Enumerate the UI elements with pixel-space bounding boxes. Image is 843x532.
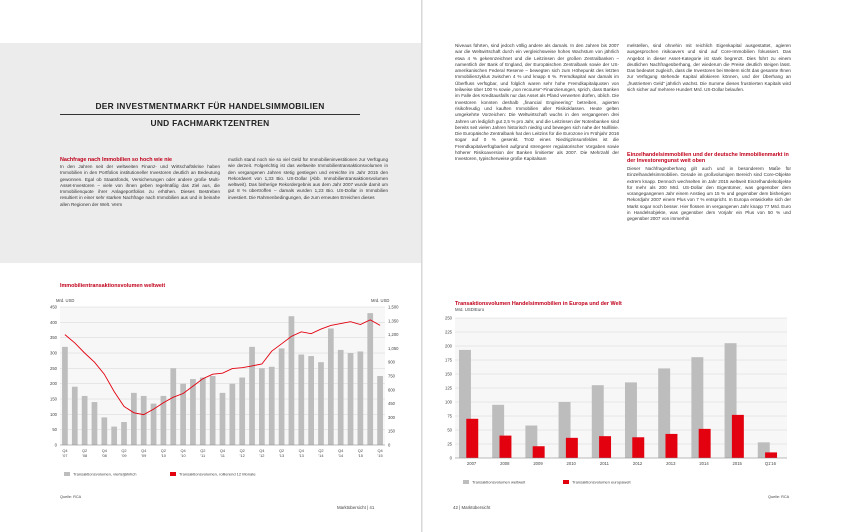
chart1-ytick-right: 1,200 [388,332,399,338]
chart2-xtick: 2008 [500,461,510,466]
chart1-xtick-quarter: Q2 [357,448,363,453]
chart2-ytick: 225 [445,329,452,335]
chart1-ytick-right: 900 [388,359,395,365]
right-column-2a [627,43,791,149]
chart2-xtick: 2009 [533,461,543,466]
chart1-xtick-year: '11 [220,453,225,458]
chart1-bar [210,376,216,445]
chart1-ytick-right: 1,350 [388,318,399,324]
chart1-bar [200,378,206,445]
article-heading [60,100,360,129]
chart2-xtick: 2011 [599,461,609,466]
chart2-ylabel: Mrd. USD/Euro [455,308,485,313]
chart1-bar [62,347,68,445]
chart1-legend-label-bars: Transaktionsvolumen, vierteljährlich [73,471,137,477]
chart1-bar [249,347,255,445]
chart-transaction-volume-global [0,292,421,502]
chart2-ytick: 150 [445,371,452,377]
chart1-ytick-right: 750 [388,373,395,379]
chart1-xtick-year: '10 [180,453,186,458]
chart2-bar-europe [699,429,711,458]
chart2-bar-europe [499,436,511,458]
chart1-xtick-quarter: Q2 [278,448,285,453]
chart-retail-volume-europe-world [423,308,843,498]
chart1-ytick-right: 450 [388,401,395,407]
chart1-ytick-right: 600 [388,387,395,393]
folio-number: 41 [369,505,375,510]
chart1-ytick-left: 150 [50,396,57,402]
chart1-xtick-quarter: Q2 [121,448,127,453]
chart1-bar [220,393,226,445]
chart2-title: Transaktionsvolumen Handelsimmobilien in Europa und der Welt [455,301,622,307]
chart2-xtick: Q1'16 [764,461,776,466]
chart1-xtick-quarter: Q4 [141,448,147,453]
chart1-xtick-year: '12 [239,453,245,458]
chart1-xtick-year: '13 [279,453,285,458]
chart1-xtick-quarter: Q2 [200,448,206,453]
chart2-xtick: 2015 [732,461,742,466]
chart2-ytick: 75 [447,413,452,419]
chart2-bar-europe [599,436,611,458]
chart2-bar-europe [533,446,545,458]
chart2-bar-europe [632,437,644,458]
chart1-xtick-quarter: Q2 [318,448,324,453]
chart2-xtick: 2010 [566,461,576,466]
chart1-ytick-left: 0 [54,442,57,448]
chart1-ytick-left: 250 [50,365,57,371]
chart1-legend-swatch-line [170,472,176,476]
heading-line-1: DER INVESTMENTMARKT FÜR HANDELSIMMOBILIEN [95,101,325,111]
chart2-bar-europe [732,415,744,458]
chart1-xtick-quarter: Q4 [377,448,383,453]
chart1-bar [190,379,196,445]
left-column-2 [228,157,388,258]
chart1-xtick-quarter: Q4 [62,448,68,453]
folio-separator: | [367,505,369,510]
chart1-ytick-left: 50 [52,427,57,433]
chart2-ytick: 50 [447,427,452,433]
chart2-legend-label-world: Transaktionsvolumen weltweit [472,479,526,485]
right-column-2a-text: melstellen, sind ohnehin mit reichlich Eigenkapital ausgestattet, agieren ausgesprochen risikoavers und sind auf Core-Immobilien fokussiert. Das Angebot in dieser Asset-Kategorie ist stark begrenzt. Dies führt zu einem deutlichen Nachfrageüberhang, der wiederum die Preise deutlich steigen lässt. Das bedeutet zugleich, dass die Investoren bei Weitem nicht das gesamte Ihnen zur Verfügung stehende Kapital allokieren können, und der Überhang an „frustriertem Geld" jährlich wächst. Die Summe dieses frustrierten Kapitals wird sich sicher auf mehrere Hundert Mrd. US-Dollar belaufen. [627,43,791,93]
chart1-ytick-right: 150 [388,428,395,434]
chart2-xtick: 2012 [632,461,643,466]
chart1-xtick-year: '12 [259,453,265,458]
chart1-bar [239,378,245,445]
chart1-legend-label-line: Transaktionsvolumen, rollierend 12 Monate [179,471,256,477]
left-source: Quelle: RCA [60,495,82,499]
chart1-xtick-year: '10 [160,453,166,458]
chart2-xtick: 2007 [466,461,477,466]
chart2-xtick: 2014 [699,461,709,466]
chart1-bar [318,362,324,445]
chart1-bar [279,348,285,445]
left-column-1 [60,164,220,258]
chart1-xtick-year: '11 [200,453,206,458]
folio-number: 42 [453,505,458,510]
chart1-bar [259,368,265,445]
left-column-1-text: In den Jahren seit der weltweiten Finanz- und Wirtschaftskrise haben Immobilien in den Portfolios institutioneller Investoren deutlich an Bedeutung gewonnen. Egal ob Staatsfonds, Versicherungen oder andere große Multi-Asset-Investoren – viele von ihnen geben regelmäßig das Ziel aus, die Immobilienquote ihrer Anlageportfolios zu erhöhen. Dieses Bestreben resultiert in einer sehr starken Nachfrage nach Immobilien aus und in beinahe allen Regionen der Welt. Verm [60,164,220,207]
chart1-xtick-year: '08 [82,453,88,458]
chart1-bar [111,427,117,445]
chart1-legend-swatch-bars [64,472,70,476]
right-column-2b-text: Dieser Nachfrageüberhang gilt auch und in besonderem Maße für Einzelhandelsimmobilien. Gerade im großvolumigen Bereich sind Core-Objekte extrem knapp. Dennoch wechselten im Jahr 2015 weltweit Einzelhandelsobjekte für mehr als 200 Mrd. US-Dollar den Eigentümer, was gegenüber dem vorangegangenen Jahr einem Anstieg um 15 % und gegenüber dem bisherigen Rekordjahr 2007 einem Plus von 7 % entspricht. In Europa entwickelte sich der Markt sogar noch besser. Hier flossen im vergangenen Jahr knapp 77 Mrd. Euro in Handelsobjekte, was gegenüber dem Vorjahr ein Plus von 50 % und gegenüber 2007 von immerhin [627,166,791,222]
chart1-ylabel-left: Mrd. USD [56,298,75,303]
chart1-ytick-left: 450 [50,304,57,310]
chart2-ytick: 250 [445,315,452,321]
chart2-bar-europe [765,452,777,458]
chart1-bar [338,350,344,445]
chart1-bar [131,393,137,445]
right-folio [453,505,490,510]
chart1-bar [298,355,304,445]
chart1-ytick-right: 0 [388,442,391,448]
right-column-2b [627,166,791,296]
heading-line-2: UND FACHMARKTZENTREN [150,118,270,128]
chart1-ylabel-right: Mrd. USD [371,298,390,303]
chart2-legend-swatch-europe [563,480,569,484]
chart1-ytick-left: 350 [50,335,57,341]
folio-name: Marktübersicht [337,505,366,510]
chart2-xtick: 2013 [666,461,676,466]
heading-rule [60,114,360,115]
chart1-ytick-left: 400 [50,319,57,325]
chart1-xtick-year: '09 [141,453,147,458]
right-column-1-text: Niveaus führten, sind jedoch völlig andere als damals. In den Jahren bis 2007 war die Weltwirtschaft durch ein vergleichsweise hohes Wachstum von jährlich etwa 4 % gekennzeichnet und die Leitzinsen der großen Zentralbanken – namentlich der Bank of England, der Europäischen Zentralbank sowie der US-amerikanischen Federal Reserve – bewegten sich zum Höhepunkt des letzten Immobilienzyklus zwischen 4 % und knapp 6 %. Fremdkapital war damals im Überfluss verfügbar, und folglich waren sehr hohe Fremdkapitalquoten von teilweise über 100 % sowie „non recourse"-Finanzierungen, sprich, dass Banken im Falle des Kreditausfalls nur das Asset als Pfand verwerten dürfen, üblich. Die Investoren konnten deshalb „financial Engineering" betreiben, agierten risikofreudig und kauften Immobilien aller Risikoklassen. Heute gelten umgekehrte Vorzeichen: Die Weltwirtschaft wuchs in den vergangenen drei Jahren um lediglich gut 2,5 % pro Jahr, und die Leitzinsen der Notenbanken sind bereits seit vielen Jahren historisch niedrig und bewegen sich nahe der Nulllinie. Die Europäische Zentralbank hat den Leitzins für die Eurozone im Frühjahr 2016 sogar auf 0 % gesenkt. Trotz eines Niedrigzinsumfeldes ist die Fremdkapitalverfügbarkeit aufgrund strengerer regulatorischer Vorgaben sowie höherer Risikoaversion der Banken limitierter als 2007. Die Mehrzahl der Investoren, typischerweise große Kapitalsam [455,43,619,162]
chart1-xtick-quarter: Q4 [219,448,226,453]
chart1-bar [180,384,186,445]
chart1-ytick-right: 1,500 [388,304,399,310]
chart1-xtick-quarter: Q4 [338,448,344,453]
left-page [0,0,421,532]
chart1-bar [72,387,78,445]
chart1-ytick-left: 200 [50,381,57,387]
chart1-xtick-year: '15 [377,453,383,458]
chart1-xtick-quarter: Q2 [160,448,167,453]
chart1-bar [101,417,107,445]
chart1-bar [141,396,147,445]
chart1-bar [269,367,275,445]
chart1-ytick-right: 300 [388,414,395,420]
chart2-ytick: 25 [447,441,452,447]
chart1-xtick-year: '07 [62,453,68,458]
chart1-bar [82,396,88,445]
folio-separator: | [459,505,461,510]
left-folio [337,505,374,510]
chart1-bar [229,384,235,445]
chart1-bar [367,313,373,445]
chart1-bar [358,351,364,445]
chart1-bar [92,402,98,445]
chart1-xtick-quarter: Q4 [101,448,107,453]
chart1-xtick-year: '14 [338,453,344,458]
chart1-xtick-quarter: Q4 [180,448,186,453]
chart1-xtick-quarter: Q2 [82,448,88,453]
right-source: Quelle: RCA [768,495,790,499]
chart1-ytick-left: 100 [50,411,57,417]
right-subheading: Einzelhandelsimmobilien und der deutsche Immobilienmarkt in der Investorengunst weit oben [627,152,789,165]
chart1-xtick-quarter: Q4 [259,448,265,453]
chart2-ytick: 175 [445,357,452,363]
right-page [423,0,843,532]
chart2-bar-europe [665,434,677,458]
chart1-xtick-year: '14 [318,453,324,458]
chart2-ytick: 125 [445,385,452,391]
chart1-xtick-year: '09 [121,453,127,458]
chart1-bar [170,368,176,445]
left-column-2-text: mutlich stand noch nie so viel Geld für Immobilieninvestitionen zur Verfügung wie derzeit. Folgerichtig ist das weltweite Immobilientransaktionsvolumen in den vergangenen Jahren stetig gestiegen und erreichte im Jahr 2015 den Rekordwert von 1,33 Bio. US-Dollar (Abb. Immobilientransaktionsvolumen weltweit). Das bisherige Rekordergebnis aus dem Jahr 2007 wurde damit um gut 8 % übertroffen – damals wurden 1,23 Bio. US-Dollar in Immobilien investiert. Die Rahmenbedingungen, die zum erneuten Erreichen dieses [228,157,388,200]
left-subheading: Nachfrage nach Immobilien so hoch wie nie [60,157,173,163]
folio-name: Marktübersicht [461,505,491,510]
chart2-legend-swatch-world [463,480,469,484]
chart2-ytick: 200 [445,343,452,349]
chart1-xtick-year: '08 [101,453,107,458]
chart1-ytick-left: 300 [50,350,57,356]
chart1-bar [161,396,167,445]
chart2-legend-label-europe: Transaktionsvolumen europaweit [572,479,631,485]
chart1-bar [348,353,354,445]
chart1-bar [121,422,127,445]
chart1-title: Immobilientransaktionsvolumen weltweit [60,283,166,289]
chart2-bar-europe [566,438,578,458]
right-column-1 [455,43,619,295]
chart1-xtick-year: '13 [298,453,304,458]
chart1-xtick-quarter: Q2 [239,448,245,453]
chart2-ytick: 100 [445,399,452,405]
chart2-ytick: 0 [449,455,452,461]
chart1-xtick-year: '15 [357,453,363,458]
chart1-ytick-right: 1,050 [388,345,399,351]
chart1-bar [328,328,334,445]
chart2-bar-europe [466,419,478,458]
chart1-bar [377,376,383,445]
chart1-bar [308,356,314,445]
chart1-xtick-quarter: Q4 [298,448,304,453]
